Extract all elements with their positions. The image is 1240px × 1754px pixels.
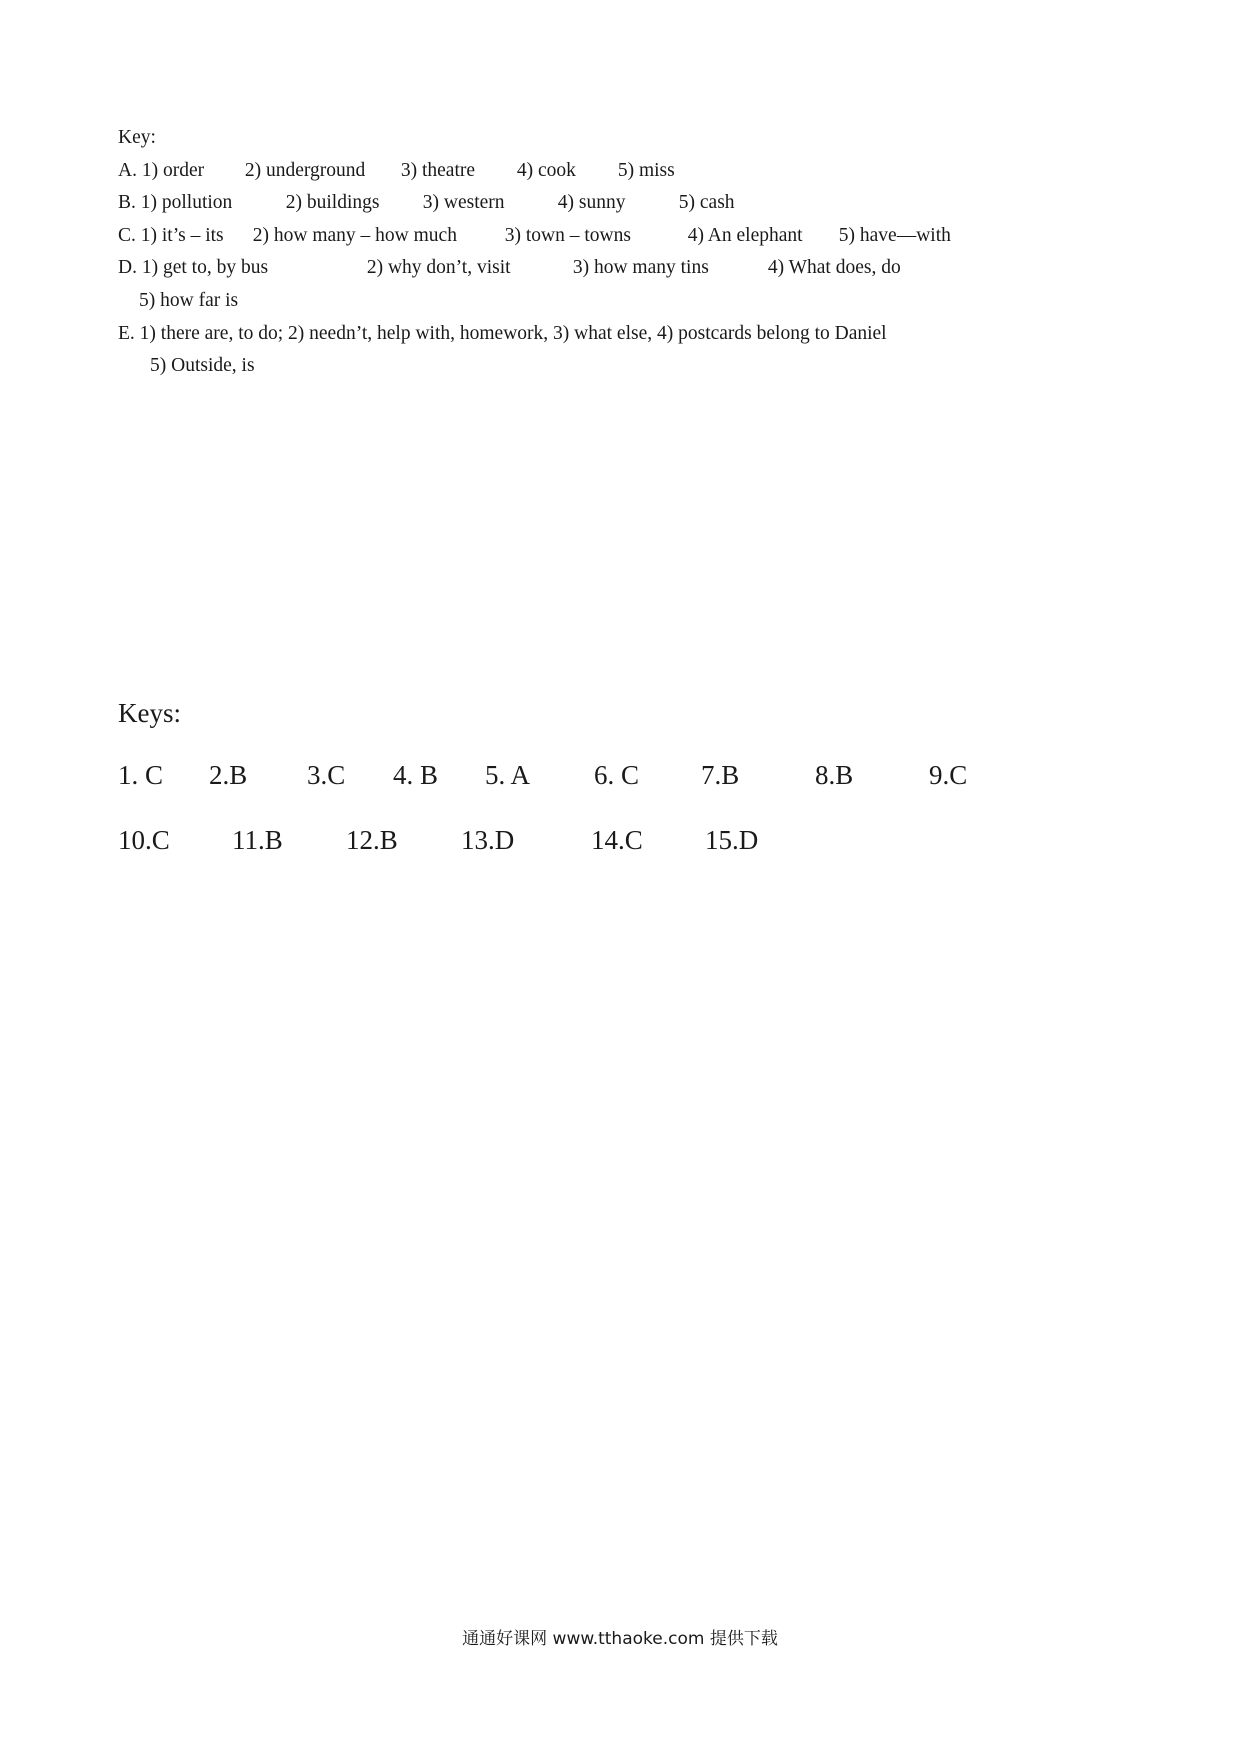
key-item: 1) it’s – its [140,224,224,246]
key-item: 4) sunny [557,192,626,214]
answer-item: 12.B [346,825,398,855]
key-line-a [118,155,951,188]
key-item: 1) get to, by bus [141,257,269,279]
answer-item: 13.D [461,825,515,855]
answer-item: 8.B [815,760,854,790]
key-item: 3) town – towns [504,224,631,246]
key-item: 5) cash [678,192,735,214]
key-item: 3) western [422,192,505,214]
answer-item: 10.C [118,825,170,855]
key-item: 5) miss [617,159,675,181]
key-item: 1) pollution [140,192,233,214]
key-heading: Key: [118,127,156,148]
key-line-e [118,318,951,351]
key-item: 1) order [141,159,205,181]
key-item: 2) underground [244,159,366,181]
answer-item: 6. C [594,760,640,790]
key-line-e-continuation: 5) Outside, is [150,355,255,377]
answer-item: 7.B [701,760,740,790]
key-line-label: B. [118,192,141,214]
key-item: 5) have—with [838,224,951,246]
key-line-text: 1) there are, to do; 2) needn’t, help with, homework, 3) what else, 4) postcards belong to Daniel [139,322,887,344]
answer-row [118,755,968,795]
keys-heading: Keys: [118,698,181,728]
answer-item: 5. A [485,760,531,790]
key-section [118,122,951,383]
key-line-c [118,220,951,253]
answer-item: 4. B [393,760,439,790]
answer-item: 15.D [705,825,759,855]
key-line-label: D. [118,257,142,279]
key-line-d [118,252,951,285]
key-item: 4) cook [516,159,576,181]
key-item: 4) An elephant [687,224,803,246]
answer-item: 14.C [591,825,643,855]
key-line-label: A. [118,159,142,181]
answer-row [118,820,759,860]
key-line-label: E. [118,322,140,344]
key-item: 2) how many – how much [252,224,457,246]
key-line-label: C. [118,224,141,246]
key-item: 2) buildings [285,192,380,214]
key-item: 4) What does, do [767,257,901,279]
footer-text: 通通好课网 www.tthaoke.com 提供下载 [462,1629,778,1649]
key-item: 3) theatre [400,159,476,181]
answer-item: 1. C [118,760,164,790]
keys-section [118,693,968,860]
key-line-b [118,187,951,220]
answer-item: 11.B [232,825,283,855]
answer-item: 2.B [209,760,248,790]
answer-item: 9.C [929,760,968,790]
key-item: 2) why don’t, visit [366,257,511,279]
key-item: 3) how many tins [572,257,709,279]
key-line-d-continuation: 5) how far is [139,289,239,311]
answer-item: 3.C [307,760,346,790]
